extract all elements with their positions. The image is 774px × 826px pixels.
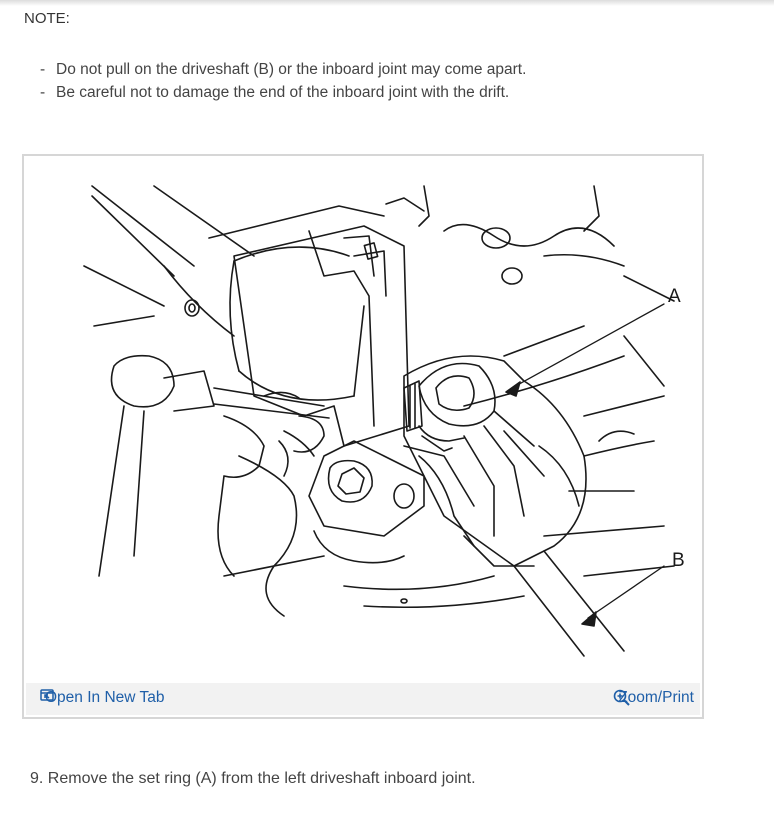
zoom-print-label: Zoom/Print [618,689,694,706]
callout-b-label: B [672,550,685,571]
driveshaft-illustration [24,156,702,685]
top-edge-shadow [0,0,774,6]
note-list [40,58,526,104]
note-item-2: - Be careful not to damage the end of the inboard joint with the drift. [40,81,526,104]
zoom-print-link[interactable] [613,689,694,707]
callout-a-label: A [668,286,681,307]
figure-toolbar [26,683,700,715]
open-new-tab-label: Open In New Tab [45,689,165,706]
figure-frame [22,154,704,719]
note-item-1: - Do not pull on the driveshaft (B) or the inboard joint may come apart. [40,58,526,81]
note-heading: NOTE: [24,10,70,27]
open-new-tab-link[interactable] [40,689,164,707]
step-instruction: 9. Remove the set ring (A) from the left driveshaft inboard joint. [30,770,476,787]
